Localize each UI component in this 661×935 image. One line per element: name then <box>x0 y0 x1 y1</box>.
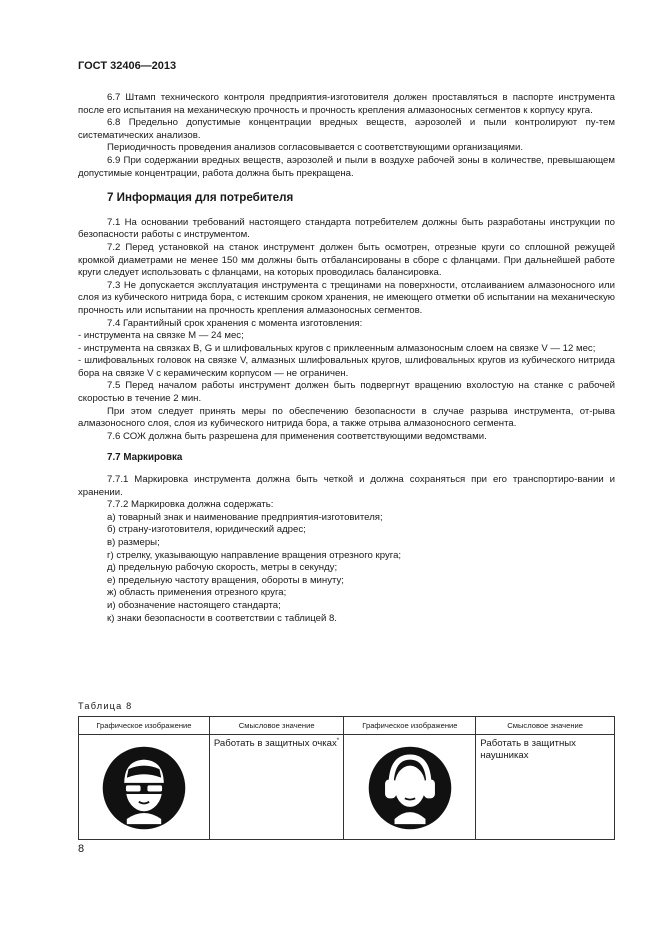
section-7-7-title: 7.7 Маркировка <box>107 452 183 464</box>
paragraph-7-6: 7.6 СОЖ должна быть разрешена для применения соответствующими ведомствами. <box>107 430 487 442</box>
footnote-mark: * <box>336 737 340 744</box>
safety-signs-table <box>78 716 615 840</box>
table-header-row <box>79 717 615 735</box>
paragraph-7-7-2: 7.7.2 Маркировка должна содержать: <box>107 499 274 511</box>
safety-goggles-sign-icon <box>101 745 187 831</box>
list-item-7-4-a: - инструмента на связке M — 24 мес; <box>78 330 244 342</box>
table-header-meaning-right: Смысловое значение <box>476 717 615 735</box>
ear-protection-sign-icon <box>367 745 453 831</box>
list-item-7-4-b: - инструмента на связках B, G и шлифовальных кругов с приклеенным алмазоносным слоем на связке V — 12 мес; <box>78 342 596 354</box>
paragraph-6-9: 6.9 При содержании вредных веществ, аэрозолей и пыли в воздухе рабочей зоны в количестве, превышающем допустимые концентрации, работа должна быть прекращена. <box>78 154 615 179</box>
table-cell-ear-protection-meaning <box>476 735 615 840</box>
paragraph-analysis-periodicity: Периодичность проведения анализов согласовывается с соответствующими организациями. <box>107 142 524 154</box>
marking-item-g: г) стрелку, указывающую направление вращения отрезного круга; <box>107 549 402 561</box>
marking-item-zh: ж) область применения отрезного круга; <box>107 587 287 599</box>
page-number: 8 <box>78 843 85 855</box>
paragraph-7-4: 7.4 Гарантийный срок хранения с момента изготовления: <box>107 317 363 329</box>
table-header-image-right: Графическое изображение <box>344 717 476 735</box>
marking-item-i: и) обозначение настоящего стандарта; <box>107 599 281 611</box>
table-cell-goggles-meaning <box>209 735 344 840</box>
table-row <box>79 735 615 840</box>
paragraph-6-7: 6.7 Штамп технического контроля предприятия-изготовителя должен проставляться в паспорте инструмента после его испытания на механическую прочность и прочность крепления алмазоносных сегментов к корпусу круга. <box>78 92 615 116</box>
paragraph-6-8: 6.8 Предельно допустимые концентрации вредных веществ, аэрозолей и пыли контролируют пу-тем систематических анализов. <box>78 117 615 141</box>
table-header-meaning-left: Смысловое значение <box>209 717 344 735</box>
table-cell-goggles-image <box>79 735 210 840</box>
paragraph-7-1: 7.1 На основании требований настоящего стандарта потребителем должны быть разработаны инструкции по безопасности работы с инструментом. <box>78 216 615 241</box>
paragraph-7-5-safety: При этом следует принять меры по обеспечению безопасности в случае разрыва инструмента, от-рыва алмазоносного слоя, слоя из кубического нитрида бора, а также отрыва алмазоносного сегмента. <box>78 405 615 430</box>
marking-item-v: в) размеры; <box>107 537 160 548</box>
marking-item-k: к) знаки безопасности в соответствии с таблицей 8. <box>107 612 337 624</box>
paragraph-7-5: 7.5 Перед началом работы инструмент должен быть подвергнут вращению вхолостую на станке с рабочей скоростью в течение 2 мин. <box>78 380 615 405</box>
marking-item-d: д) предельную рабочую скорость, метры в секунду; <box>107 562 338 574</box>
marking-item-e: е) предельную частоту вращения, обороты в минуту; <box>107 574 344 586</box>
table-8-caption: Таблица 8 <box>78 701 133 711</box>
goggles-meaning-text: Работать в защитных очках <box>213 738 337 749</box>
document-header: ГОСТ 32406—2013 <box>78 60 177 72</box>
list-item-7-4-c: - шлифовальных головок на связке V, алмазных шлифовальных кругов, шлифовальных кругов из кубического нитрида бора на связке V с керамическим корпусом — не ограничен. <box>78 355 615 379</box>
table-cell-ear-protection-image <box>344 735 476 840</box>
paragraph-7-3: 7.3 Не допускается эксплуатация инструмента с трещинами на поверхности, отслаиванием алмазоносного или слоя из кубического нитрида бора, с истекшим сроком хранения, не имеющего отметки об испытании на механическую прочность или испытании на прочность крепления алмазоносных сегментов. <box>78 279 615 316</box>
marking-item-a: а) товарный знак и наименование предприятия-изготовителя; <box>107 511 383 523</box>
table-header-image-left: Графическое изображение <box>79 717 210 735</box>
document-body <box>78 92 615 625</box>
paragraph-7-2: 7.2 Перед установкой на станок инструмент должен быть осмотрен, отрезные круги со сплошной режущей кромкой диаметрами не менее 150 мм должны быть отбалансированы в сборе с фланцами. При дальнейшей работе круги следует использовать с фланцами, на которых проводилась балансировка. <box>78 241 615 279</box>
marking-item-b: б) страну-изготовителя, юридический адрес; <box>107 524 306 536</box>
paragraph-7-7-1: 7.7.1 Маркировка инструмента должна быть четкой и должна сохраняться при его транспортиро-вании и хранении. <box>78 474 615 498</box>
section-7-title: 7 Информация для потребителя <box>107 191 294 205</box>
ear-protection-meaning-text: Работать в защитных наушниках <box>480 738 576 761</box>
